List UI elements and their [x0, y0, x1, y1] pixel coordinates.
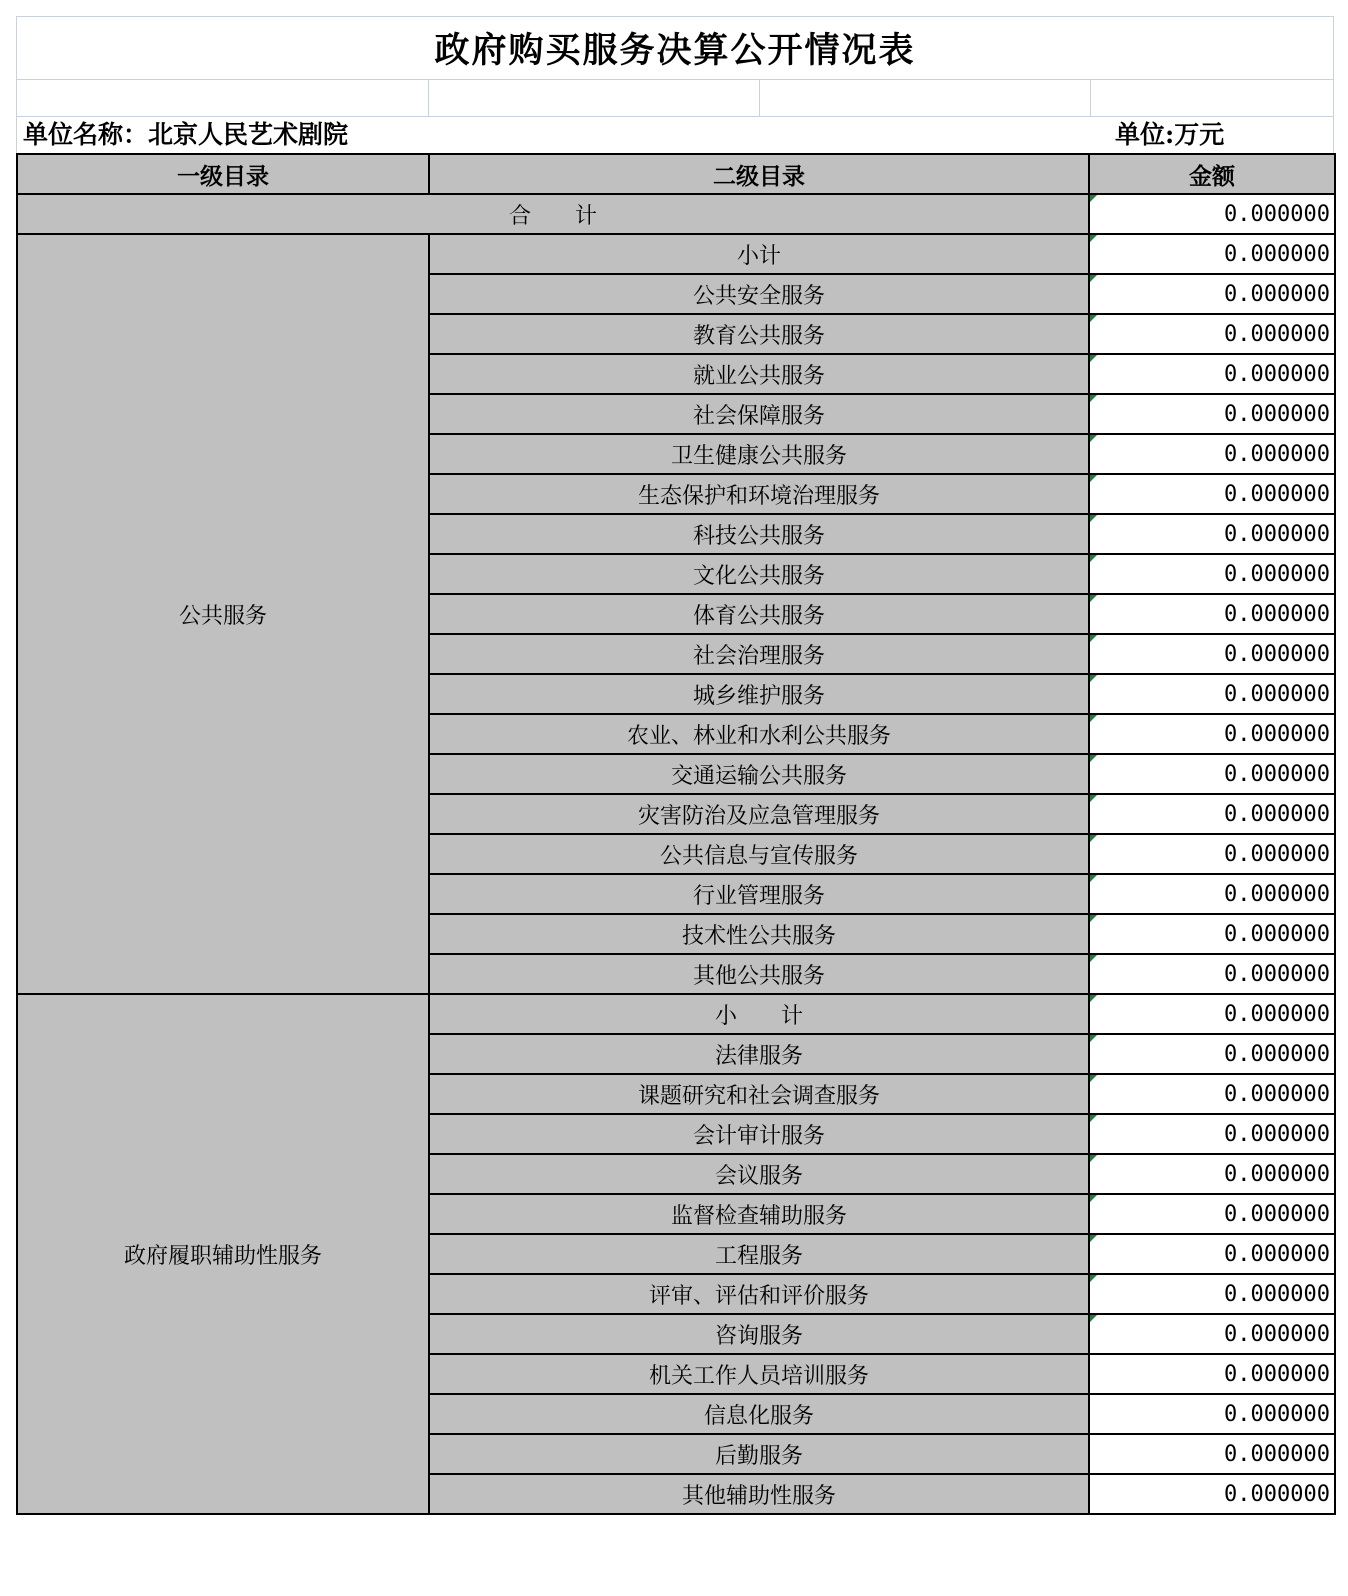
amount-cell[interactable] — [1089, 714, 1335, 754]
level2-cell[interactable]: 课题研究和社会调查服务 — [429, 1074, 1089, 1114]
comment-marker-icon — [1090, 275, 1097, 282]
amount-value: 0.000000 — [1224, 441, 1330, 467]
comment-marker-icon — [1090, 755, 1097, 762]
amount-value: 0.000000 — [1224, 1321, 1330, 1347]
amount-value: 0.000000 — [1224, 681, 1330, 707]
amount-cell[interactable] — [1089, 1154, 1335, 1194]
level2-cell[interactable]: 法律服务 — [429, 1034, 1089, 1074]
comment-marker-icon — [1090, 475, 1097, 482]
spreadsheet — [16, 16, 1334, 1515]
comment-marker-icon — [1090, 1155, 1097, 1162]
amount-value: 0.000000 — [1224, 1201, 1330, 1227]
level2-cell[interactable]: 工程服务 — [429, 1234, 1089, 1274]
comment-marker-icon — [1090, 995, 1097, 1002]
level2-cell[interactable]: 灾害防治及应急管理服务 — [429, 794, 1089, 834]
comment-marker-icon — [1090, 835, 1097, 842]
amount-value: 0.000000 — [1224, 1001, 1330, 1027]
amount-cell[interactable] — [1089, 1314, 1335, 1354]
amount-cell[interactable] — [1089, 554, 1335, 594]
comment-marker-icon — [1090, 795, 1097, 802]
comment-marker-icon — [1090, 1035, 1097, 1042]
unit-label: 单位:万元 — [1115, 120, 1225, 149]
level2-cell[interactable]: 城乡维护服务 — [429, 674, 1089, 714]
amount-value: 0.000000 — [1224, 1041, 1330, 1067]
amount-cell[interactable] — [1089, 234, 1335, 274]
amount-cell[interactable] — [1089, 354, 1335, 394]
unit-name: 单位名称：北京人民艺术剧院 — [23, 120, 349, 149]
comment-marker-icon — [1090, 915, 1097, 922]
amount-value: 0.000000 — [1224, 601, 1330, 627]
comment-marker-icon — [1090, 675, 1097, 682]
amount-value: 0.000000 — [1224, 1401, 1330, 1427]
amount-cell[interactable] — [1089, 314, 1335, 354]
level2-cell[interactable]: 体育公共服务 — [429, 594, 1089, 634]
level2-cell[interactable]: 其他辅助性服务 — [429, 1474, 1089, 1514]
level2-cell[interactable]: 交通运输公共服务 — [429, 754, 1089, 794]
level2-cell[interactable]: 社会治理服务 — [429, 634, 1089, 674]
comment-marker-icon — [1090, 195, 1097, 202]
level2-cell[interactable]: 社会保障服务 — [429, 394, 1089, 434]
amount-cell[interactable] — [1089, 794, 1335, 834]
amount-value: 0.000000 — [1224, 1481, 1330, 1507]
amount-cell[interactable] — [1089, 274, 1335, 314]
level2-cell[interactable]: 公共安全服务 — [429, 274, 1089, 314]
comment-marker-icon — [1090, 595, 1097, 602]
total-row — [17, 194, 1335, 234]
comment-marker-icon — [1090, 715, 1097, 722]
comment-marker-icon — [1090, 1315, 1097, 1322]
amount-cell[interactable] — [1089, 1194, 1335, 1234]
comment-marker-icon — [1090, 355, 1097, 362]
amount-value: 0.000000 — [1224, 841, 1330, 867]
level1-cell[interactable]: 公共服务 — [17, 234, 429, 994]
table-row — [17, 234, 1335, 274]
blank-cell[interactable] — [1091, 80, 1333, 116]
blank-cell[interactable] — [429, 80, 760, 116]
amount-value: 0.000000 — [1224, 241, 1330, 267]
comment-marker-icon — [1090, 1275, 1097, 1282]
amount-cell[interactable] — [1089, 874, 1335, 914]
comment-marker-icon — [1090, 1235, 1097, 1242]
amount-value: 0.000000 — [1224, 1121, 1330, 1147]
amount-value: 0.000000 — [1224, 361, 1330, 387]
level2-cell[interactable]: 监督检查辅助服务 — [429, 1194, 1089, 1234]
amount-cell[interactable] — [1089, 514, 1335, 554]
total-amount[interactable] — [1089, 194, 1335, 234]
level2-cell[interactable]: 行业管理服务 — [429, 874, 1089, 914]
amount-cell[interactable] — [1089, 394, 1335, 434]
level2-cell[interactable]: 小 计 — [429, 994, 1089, 1034]
comment-marker-icon — [1090, 315, 1097, 322]
amount-value: 0.000000 — [1224, 201, 1330, 227]
amount-cell[interactable] — [1089, 1114, 1335, 1154]
amount-cell[interactable] — [1089, 1234, 1335, 1274]
level2-cell[interactable]: 会议服务 — [429, 1154, 1089, 1194]
header-amount: 金额 — [1089, 154, 1335, 194]
level2-cell[interactable]: 机关工作人员培训服务 — [429, 1354, 1089, 1394]
comment-marker-icon — [1090, 955, 1097, 962]
data-table — [16, 153, 1336, 1515]
amount-value: 0.000000 — [1224, 521, 1330, 547]
amount-cell[interactable] — [1089, 634, 1335, 674]
amount-value: 0.000000 — [1224, 1161, 1330, 1187]
comment-marker-icon — [1090, 1195, 1097, 1202]
level2-cell[interactable]: 公共信息与宣传服务 — [429, 834, 1089, 874]
amount-cell[interactable] — [1089, 1474, 1335, 1514]
amount-cell[interactable] — [1089, 1074, 1335, 1114]
level2-cell[interactable]: 咨询服务 — [429, 1314, 1089, 1354]
amount-cell[interactable] — [1089, 914, 1335, 954]
amount-value: 0.000000 — [1224, 1241, 1330, 1267]
amount-cell[interactable] — [1089, 474, 1335, 514]
table-row — [17, 994, 1335, 1034]
level2-cell[interactable]: 农业、林业和水利公共服务 — [429, 714, 1089, 754]
amount-cell[interactable] — [1089, 754, 1335, 794]
level1-cell[interactable]: 政府履职辅助性服务 — [17, 994, 429, 1514]
amount-value: 0.000000 — [1224, 921, 1330, 947]
comment-marker-icon — [1090, 395, 1097, 402]
amount-value: 0.000000 — [1224, 561, 1330, 587]
amount-cell[interactable] — [1089, 1274, 1335, 1314]
blank-cell[interactable] — [17, 80, 429, 116]
amount-value: 0.000000 — [1224, 1081, 1330, 1107]
comment-marker-icon — [1090, 435, 1097, 442]
comment-marker-icon — [1090, 515, 1097, 522]
total-label[interactable]: 合 计 — [17, 194, 1089, 234]
amount-value: 0.000000 — [1224, 641, 1330, 667]
unit-row — [16, 117, 1334, 153]
amount-value: 0.000000 — [1224, 1281, 1330, 1307]
level2-cell[interactable]: 评审、评估和评价服务 — [429, 1274, 1089, 1314]
amount-cell[interactable] — [1089, 1434, 1335, 1474]
level2-cell[interactable]: 生态保护和环境治理服务 — [429, 474, 1089, 514]
amount-value: 0.000000 — [1224, 401, 1330, 427]
level2-cell[interactable]: 技术性公共服务 — [429, 914, 1089, 954]
amount-cell[interactable] — [1089, 674, 1335, 714]
blank-cell[interactable] — [760, 80, 1091, 116]
level2-cell[interactable]: 文化公共服务 — [429, 554, 1089, 594]
header-level2: 二级目录 — [429, 154, 1089, 194]
comment-marker-icon — [1090, 875, 1097, 882]
level2-cell[interactable]: 后勤服务 — [429, 1434, 1089, 1474]
amount-cell[interactable] — [1089, 834, 1335, 874]
amount-cell[interactable] — [1089, 1034, 1335, 1074]
comment-marker-icon — [1090, 1115, 1097, 1122]
level2-cell[interactable]: 教育公共服务 — [429, 314, 1089, 354]
amount-cell[interactable] — [1089, 954, 1335, 994]
level2-cell[interactable]: 就业公共服务 — [429, 354, 1089, 394]
header-row — [17, 154, 1335, 194]
level2-cell[interactable]: 科技公共服务 — [429, 514, 1089, 554]
page-title: 政府购买服务决算公开情况表 — [16, 16, 1334, 79]
amount-cell[interactable] — [1089, 994, 1335, 1034]
amount-cell[interactable] — [1089, 1394, 1335, 1434]
comment-marker-icon — [1090, 1075, 1097, 1082]
comment-marker-icon — [1090, 555, 1097, 562]
amount-value: 0.000000 — [1224, 881, 1330, 907]
amount-value: 0.000000 — [1224, 801, 1330, 827]
amount-value: 0.000000 — [1224, 1441, 1330, 1467]
amount-value: 0.000000 — [1224, 721, 1330, 747]
level2-cell[interactable]: 信息化服务 — [429, 1394, 1089, 1434]
amount-cell[interactable] — [1089, 1354, 1335, 1394]
amount-value: 0.000000 — [1224, 961, 1330, 987]
level2-cell[interactable]: 其他公共服务 — [429, 954, 1089, 994]
amount-cell[interactable] — [1089, 434, 1335, 474]
blank-row — [16, 79, 1334, 117]
amount-value: 0.000000 — [1224, 1361, 1330, 1387]
level2-cell[interactable]: 会计审计服务 — [429, 1114, 1089, 1154]
amount-value: 0.000000 — [1224, 761, 1330, 787]
amount-value: 0.000000 — [1224, 321, 1330, 347]
level2-cell[interactable]: 卫生健康公共服务 — [429, 434, 1089, 474]
level2-cell[interactable]: 小计 — [429, 234, 1089, 274]
comment-marker-icon — [1090, 235, 1097, 242]
amount-cell[interactable] — [1089, 594, 1335, 634]
amount-value: 0.000000 — [1224, 281, 1330, 307]
comment-marker-icon — [1090, 635, 1097, 642]
amount-value: 0.000000 — [1224, 481, 1330, 507]
header-level1: 一级目录 — [17, 154, 429, 194]
